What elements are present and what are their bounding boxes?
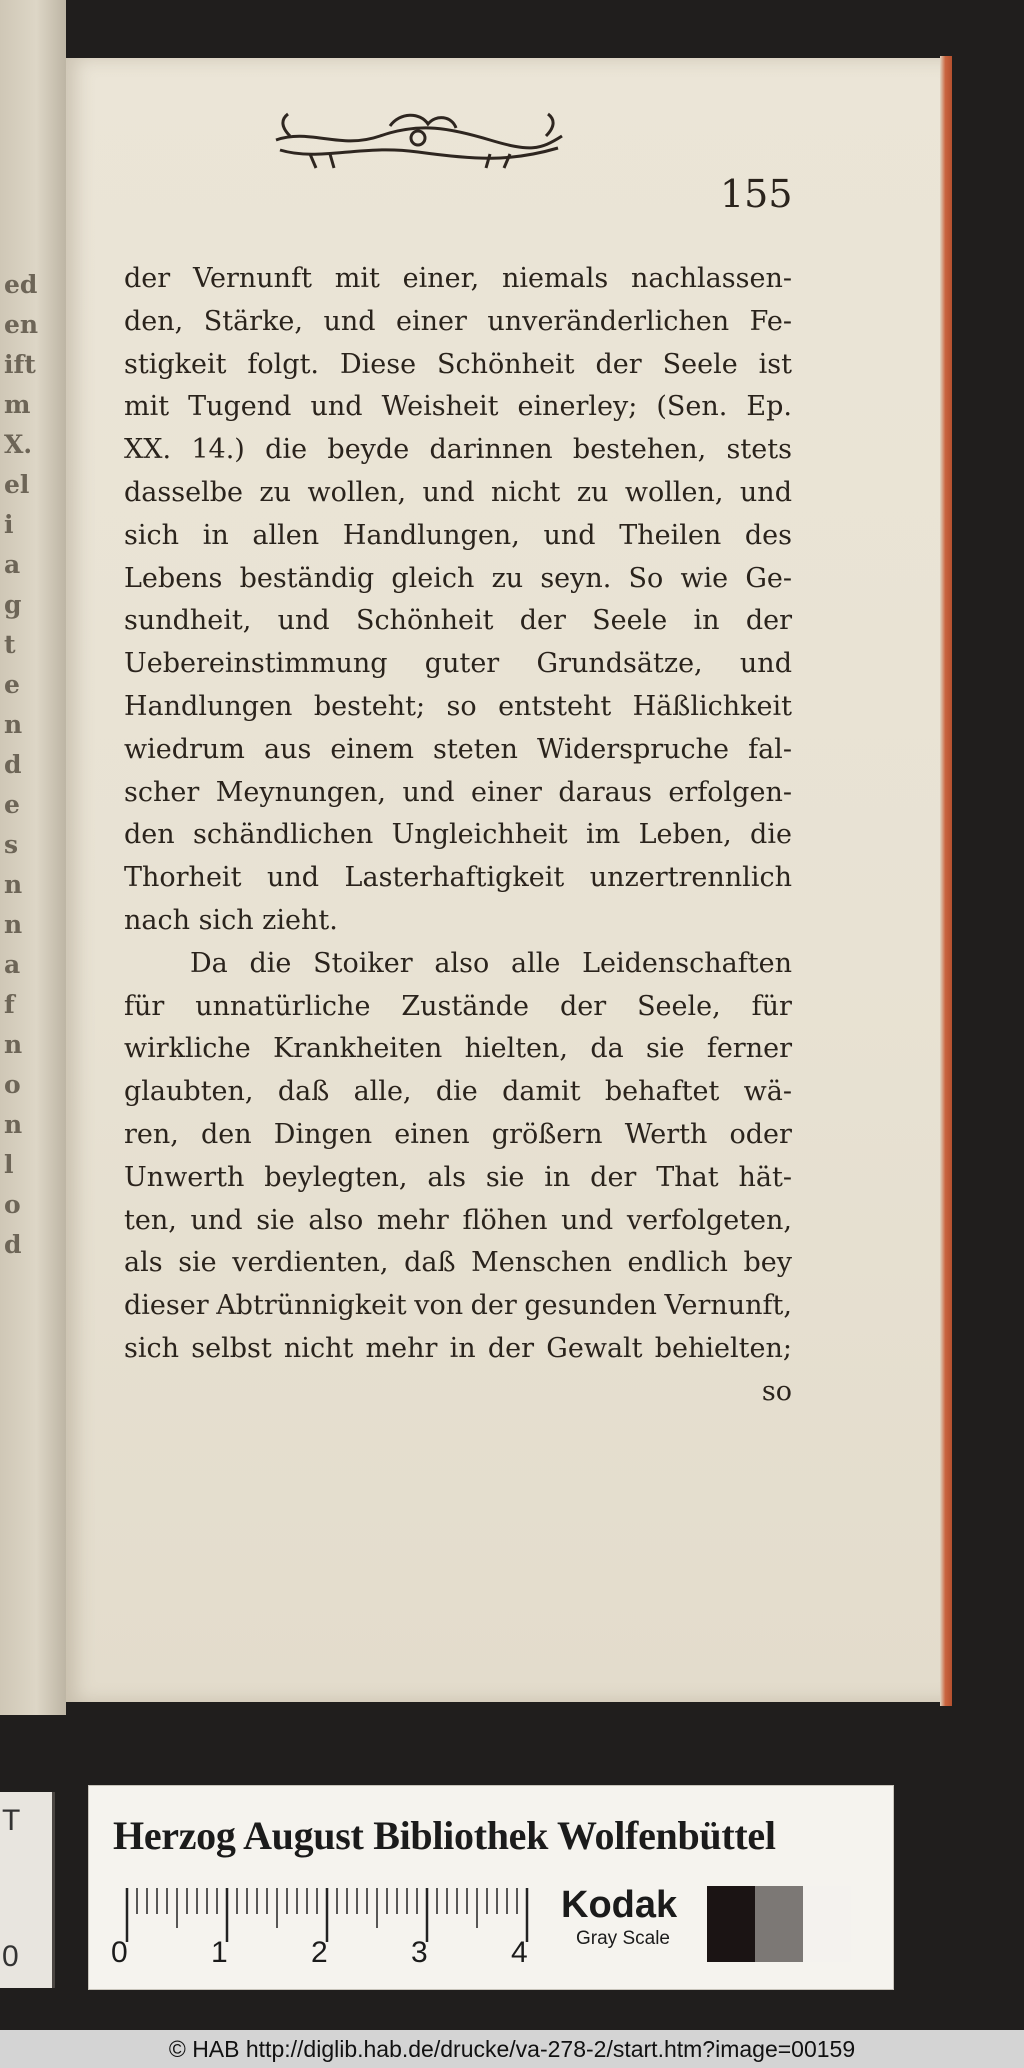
swatch-black bbox=[707, 1886, 755, 1962]
previous-page-fragment: e bbox=[4, 670, 20, 699]
previous-page-fragment: a bbox=[4, 950, 21, 979]
text-line: dasselbe zu wollen, und nicht zu wollen, und bbox=[124, 476, 792, 508]
previous-page-fragment: n bbox=[4, 710, 23, 739]
text-line: wirkliche Krankheiten hielten, da sie ferner bbox=[124, 1033, 792, 1065]
previous-page-fragment: n bbox=[4, 1110, 23, 1139]
text-line: Unwerth beylegten, als sie in der That hät- bbox=[124, 1161, 792, 1193]
previous-page-fragment: d bbox=[4, 1230, 22, 1259]
page-edge-red bbox=[940, 56, 952, 1706]
previous-page-fragment: i bbox=[4, 510, 14, 539]
previous-page-fragment: ed bbox=[4, 270, 38, 299]
color-target-card bbox=[88, 1785, 894, 1990]
text-line: sundheit, und Schönheit der Seele in der bbox=[124, 605, 792, 637]
page-number: 155 bbox=[720, 172, 793, 216]
ruler-label-4: 4 bbox=[511, 1936, 528, 1969]
previous-page-edge bbox=[0, 0, 66, 1715]
text-line: sich in allen Handlungen, und Theilen des bbox=[124, 519, 792, 551]
previous-page-fragment: f bbox=[4, 990, 15, 1019]
text-line: Da die Stoiker also alle Leidenschaften bbox=[190, 947, 792, 979]
text-line: sich selbst nicht mehr in der Gewalt behielten; bbox=[124, 1332, 792, 1364]
swatch-white bbox=[803, 1886, 851, 1962]
footer-bar bbox=[0, 2030, 1024, 2068]
text-line: ten, und sie also mehr flöhen und verfolgeten, bbox=[124, 1204, 792, 1236]
text-line: ren, den Dingen einen größern Werth oder bbox=[124, 1118, 792, 1150]
text-line bbox=[124, 1371, 792, 1414]
text-line: glaubten, daß alle, die damit behaftet wä- bbox=[124, 1076, 792, 1108]
text-line: scher Meynungen, und einer daraus erfolgen- bbox=[124, 776, 792, 808]
body-text bbox=[124, 258, 792, 1414]
text-line: XX. 14.) die beyde darinnen bestehen, stets bbox=[124, 434, 792, 466]
previous-page-fragment: n bbox=[4, 870, 23, 899]
left-target-char: 0 bbox=[2, 1940, 19, 1973]
text-line: Handlungen besteht; so entsteht Häßlichkeit bbox=[124, 690, 792, 722]
text-line: Thorheit und Lasterhaftigkeit unzertrennlich bbox=[124, 862, 792, 894]
previous-page-fragment: o bbox=[4, 1070, 21, 1099]
ruler-label-0: 0 bbox=[111, 1936, 128, 1969]
text-line-content: so bbox=[761, 1375, 792, 1407]
text-line: als sie verdienten, daß Menschen endlich bey bbox=[124, 1247, 792, 1279]
previous-page-fragment: en bbox=[4, 310, 39, 339]
previous-page-fragment: o bbox=[4, 1190, 21, 1219]
library-name: Herzog August Bibliothek Wolfenbüttel bbox=[113, 1813, 776, 1858]
previous-page-fragment: g bbox=[4, 590, 22, 619]
text-line: stigkeit folgt. Diese Schönheit der Seele ist bbox=[124, 348, 792, 380]
text-line bbox=[124, 900, 792, 943]
header-ornament bbox=[270, 106, 566, 174]
text-line: für unnatürliche Zustände der Seele, für bbox=[124, 990, 792, 1022]
left-target-char: T bbox=[2, 1804, 21, 1837]
kodak-logo-text: Kodak bbox=[561, 1884, 678, 1926]
previous-page-fragment: X. bbox=[4, 430, 33, 459]
previous-page-fragment: el bbox=[4, 470, 30, 499]
previous-page-fragment: ift bbox=[4, 350, 36, 379]
left-target-fragment bbox=[0, 1792, 55, 1988]
ruler-label-2: 2 bbox=[311, 1936, 328, 1969]
text-line: Uebereinstimmung guter Grundsätze, und bbox=[124, 648, 792, 680]
previous-page-fragment: n bbox=[4, 1030, 23, 1059]
previous-page-fragment: d bbox=[4, 750, 22, 779]
text-line: wiedrum aus einem steten Widerspruche fal- bbox=[124, 733, 792, 765]
text-line: mit Tugend und Weisheit einerley; (Sen. Ep. bbox=[124, 391, 792, 423]
text-line: den schändlichen Ungleichheit im Leben, die bbox=[124, 819, 792, 851]
previous-page-fragment: l bbox=[4, 1150, 14, 1179]
previous-page-fragment: e bbox=[4, 790, 20, 819]
text-line: den, Stärke, und einer unveränderlichen Fe- bbox=[124, 305, 792, 337]
text-line: der Vernunft mit einer, niemals nachlassen- bbox=[124, 263, 792, 294]
previous-page-fragment: m bbox=[4, 390, 31, 419]
text-line-content: nach sich zieht. bbox=[124, 904, 338, 936]
ruler-label-1: 1 bbox=[211, 1936, 228, 1969]
text-line: Lebens beständig gleich zu seyn. So wie Ge- bbox=[124, 562, 792, 594]
previous-page-fragment: n bbox=[4, 910, 23, 939]
ruler-label-3: 3 bbox=[411, 1936, 428, 1969]
gray-scale-label: Gray Scale bbox=[576, 1928, 670, 1949]
text-line: dieser Abtrünnigkeit von der gesunden Vernunft, bbox=[124, 1290, 792, 1322]
previous-page-fragment: a bbox=[4, 550, 21, 579]
footer-credit: © HAB http://diglib.hab.de/drucke/va-278-2/start.htm?image=00159 bbox=[168, 2036, 856, 2062]
swatch-grey bbox=[755, 1886, 803, 1962]
previous-page-fragment: s bbox=[4, 830, 19, 859]
previous-page-fragment: t bbox=[4, 630, 16, 659]
